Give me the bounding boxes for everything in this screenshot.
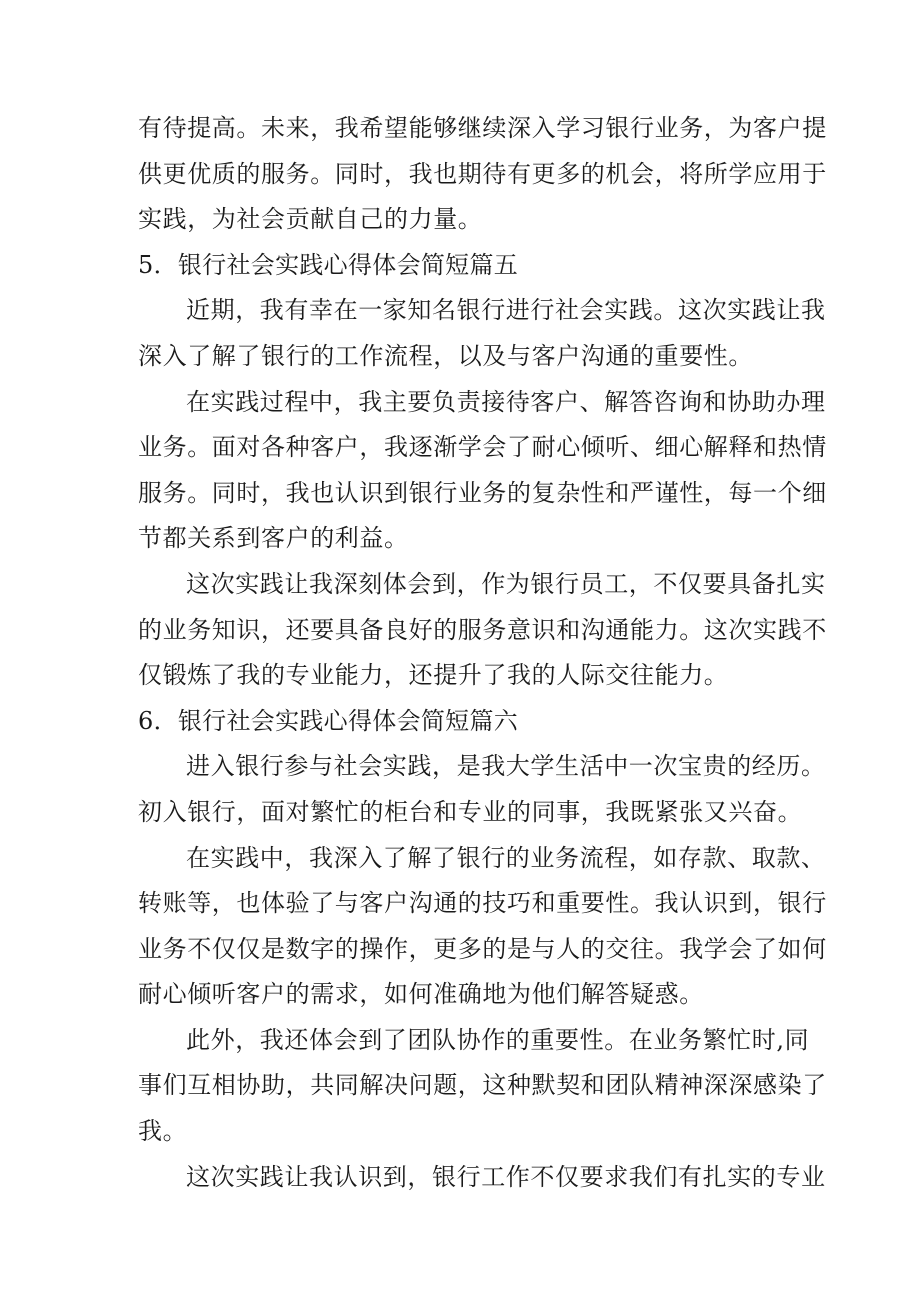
text-line: 业务不仅仅是数字的操作，更多的是与人的交往。我学会了如何 (138, 934, 827, 963)
text-line: 我。 (138, 1117, 188, 1146)
text-line: 此外，我还体会到了团队协作的重要性。在业务繁忙时,同 (186, 1025, 810, 1054)
text-line: 进入银行参与社会实践，是我大学生活中一次宝贵的经历。 (186, 752, 826, 781)
section-heading: 6．银行社会实践心得体会简短篇六 (138, 706, 519, 735)
text-line: 在实践过程中，我主要负责接待客户、解答咨询和协助办理 (186, 387, 826, 416)
paragraph (138, 562, 827, 699)
text-line: 实践，为社会贡献自己的力量。 (138, 205, 483, 234)
text-line: 这次实践让我认识到，银行工作不仅要求我们有扎实的专业 (186, 1162, 826, 1191)
text-line: 这次实践让我深刻体会到，作为银行员工，不仅要具备扎实 (186, 569, 826, 598)
section-heading: 5．银行社会实践心得体会简短篇五 (138, 250, 519, 279)
text-line: 初入银行，面对繁忙的柜台和专业的同事，我既紧张又兴奋。 (138, 797, 803, 826)
paragraph (138, 288, 826, 379)
text-line: 服务。同时，我也认识到银行业务的复杂性和严谨性，每一个细 (138, 478, 827, 507)
text-line: 的业务知识，还要具备良好的服务意识和沟通能力。这次实践不 (138, 615, 827, 644)
paragraph (138, 106, 827, 243)
paragraph (138, 1155, 826, 1201)
text-line: 供更优质的服务。同时，我也期待有更多的机会，将所学应用于 (138, 159, 827, 188)
text-line: 节都关系到客户的利益。 (138, 524, 409, 553)
text-line: 业务。面对各种客户，我逐渐学会了耐心倾听、细心解释和热情 (138, 433, 827, 462)
paragraph (138, 380, 827, 562)
text-line: 仅锻炼了我的专业能力，还提升了我的人际交往能力。 (138, 661, 729, 690)
document-body (138, 106, 827, 1200)
text-line: 深入了解了银行的工作流程，以及与客户沟通的重要性。 (138, 341, 753, 370)
paragraph (138, 1018, 827, 1155)
text-line: 转账等，也体验了与客户沟通的技巧和重要性。我认识到，银行 (138, 889, 827, 918)
paragraph (138, 836, 827, 1018)
text-line: 在实践中，我深入了解了银行的业务流程，如存款、取款、 (186, 843, 826, 872)
text-line: 近期，我有幸在一家知名银行进行社会实践。这次实践让我 (186, 296, 826, 325)
paragraph (138, 744, 826, 835)
text-line: 耐心倾听客户的需求，如何准确地为他们解答疑惑。 (138, 980, 704, 1009)
text-line: 有待提高。未来，我希望能够继续深入学习银行业务，为客户提 (138, 114, 827, 142)
text-line: 事们互相协助，共同解决问题，这种默契和团队精神深深感染了 (138, 1071, 827, 1100)
